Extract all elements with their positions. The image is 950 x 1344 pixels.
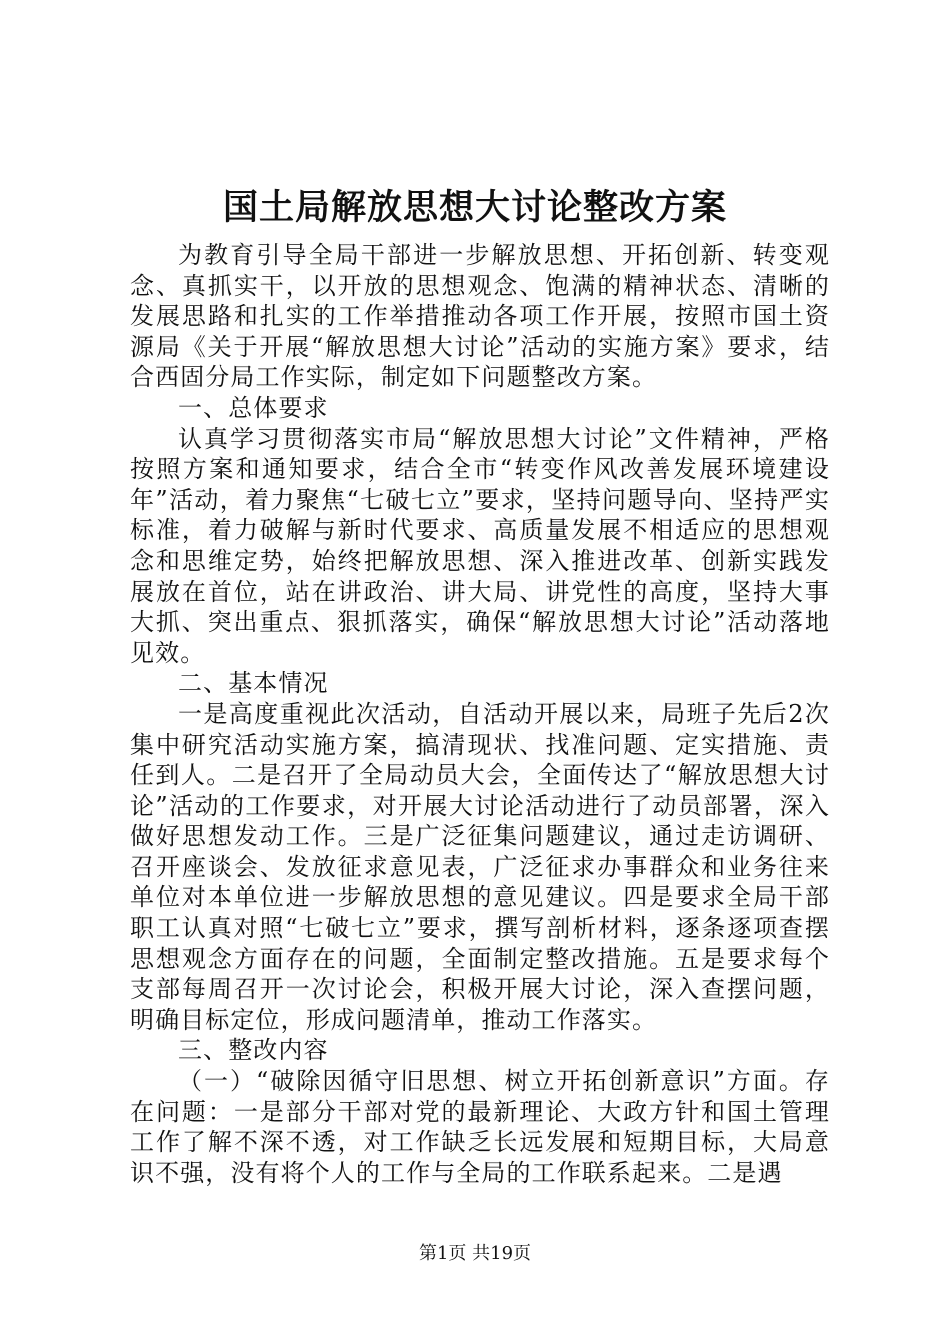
intro-paragraph: 为教育引导全局干部进一步解放思想、开拓创新、转变观念、真抓实干，以开放的思想观念、饱满的精神状态、清晰的发展思路和扎实的工作举措推动各项工作开展，按照市国土资源局《关于开展“解放思想大讨论”活动的实施方案》要求，结合西固分局工作实际，制定如下问题整改方案。 — [130, 241, 830, 392]
page-footer: 第1页 共19页 — [418, 1243, 532, 1264]
document-title: 国土局解放思想大讨论整改方案 — [222, 187, 727, 228]
section-heading-rectification-content: 三、整改内容 — [178, 1036, 329, 1065]
section-heading-overall-requirements: 一、总体要求 — [178, 393, 329, 422]
document-body — [130, 240, 830, 1188]
section-paragraph-overall-requirements: 认真学习贯彻落实市局“解放思想大讨论”文件精神，严格按照方案和通知要求，结合全市“转变作风改善发展环境建设年”活动，着力聚焦“七破七立”要求，坚持问题导向、坚持严实标准，着力破解与新时代要求、高质量发展不相适应的思想观念和思维定势，始终把解放思想、深入推进改革、创新实践发展放在首位，站在讲政治、讲大局、讲党性的高度，坚持大事大抓、突出重点、狠抓落实，确保“解放思想大讨论”活动落地见效。 — [130, 424, 830, 667]
section-heading-basic-situation: 二、基本情况 — [178, 669, 329, 698]
section-paragraph-rectification-content: （一）“破除因循守旧思想、树立开拓创新意识”方面。存在问题：一是部分干部对党的最新理论、大政方针和国土管理工作了解不深不透，对工作缺乏长远发展和短期目标，大局意识不强，没有将个人的工作与全局的工作联系起来。二是遇 — [130, 1067, 830, 1187]
section-paragraph-basic-situation: 一是高度重视此次活动，自活动开展以来，局班子先后2次集中研究活动实施方案，搞清现状、找准问题、定实措施、责任到人。二是召开了全局动员大会，全面传达了“解放思想大讨论”活动的工作要求，对开展大讨论活动进行了动员部署，深入做好思想发动工作。三是广泛征集问题建议，通过走访调研、召开座谈会、发放征求意见表，广泛征求办事群众和业务往来单位对本单位进一步解放思想的意见建议。四是要求全局干部职工认真对照“七破七立”要求，撰写剖析材料，逐条逐项查摆思想观念方面存在的问题，全面制定整改措施。五是要求每个支部每周召开一次讨论会，积极开展大讨论，深入查摆问题，明确目标定位，形成问题清单，推动工作落实。 — [130, 699, 830, 1034]
